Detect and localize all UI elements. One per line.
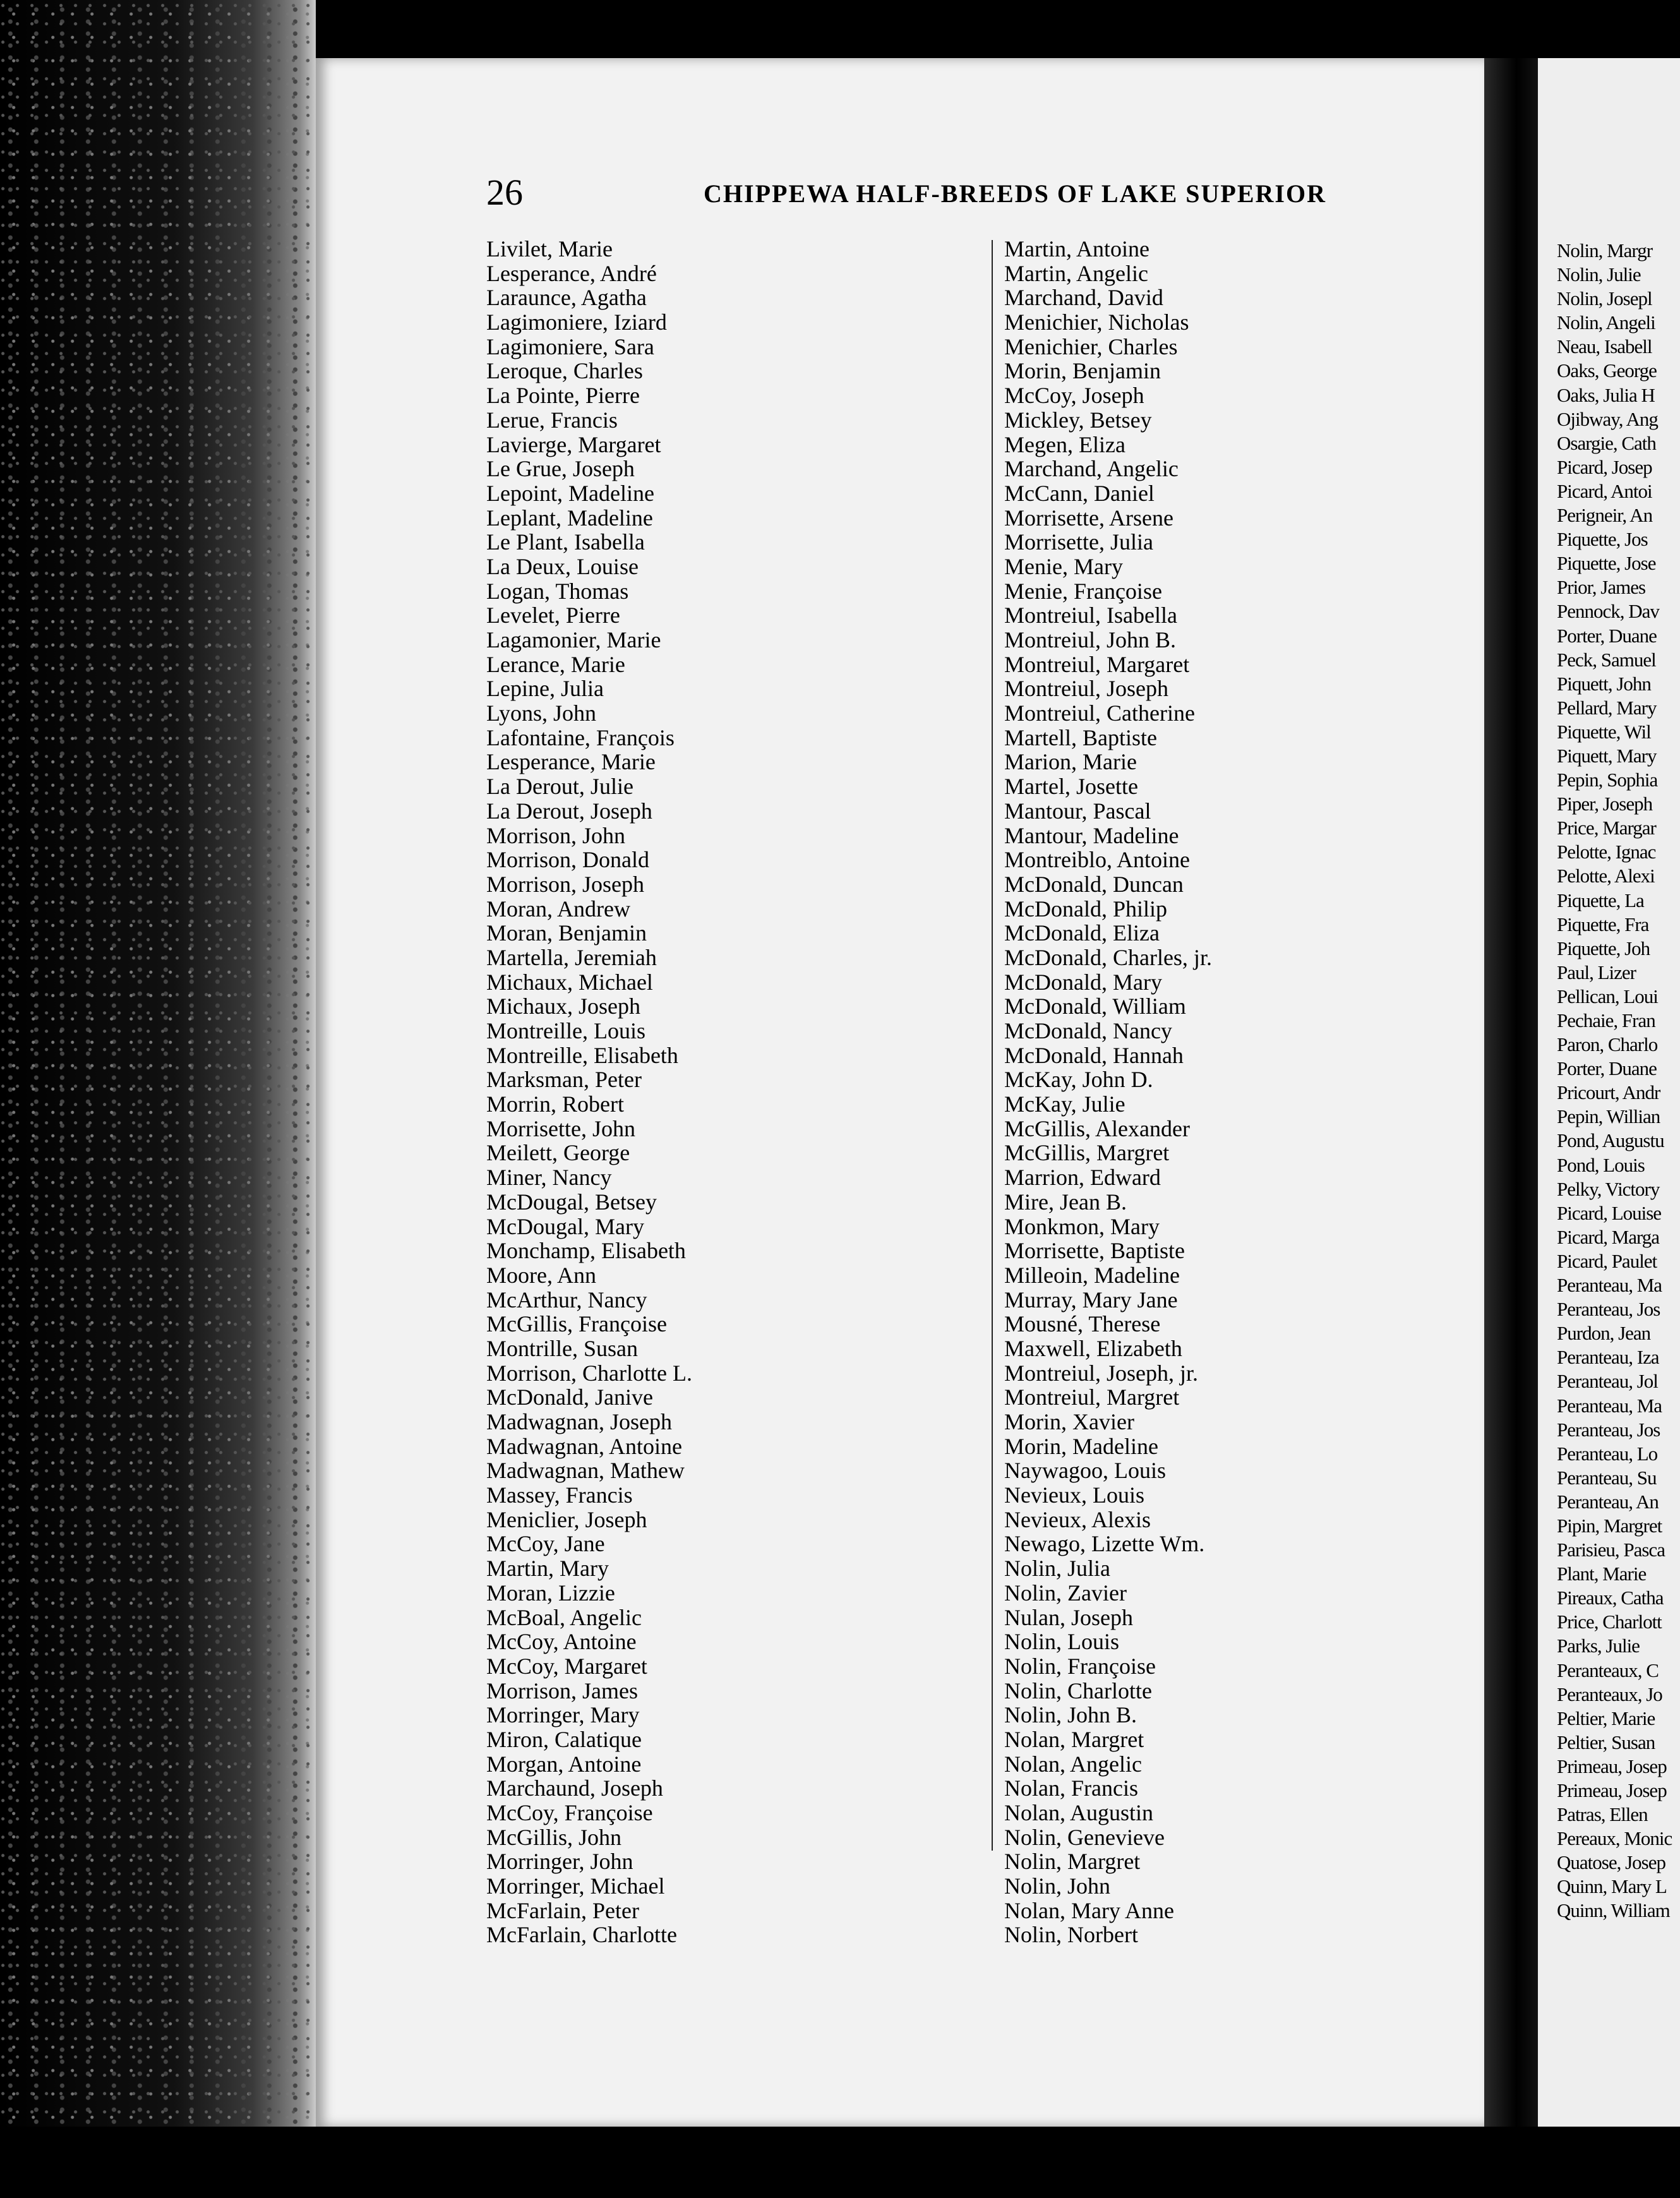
- list-item: Naywagoo, Louis: [1004, 1458, 1166, 1484]
- book-gutter: [1484, 58, 1538, 2127]
- list-item: Monkmon, Mary: [1004, 1213, 1160, 1239]
- list-item: McCoy, Joseph: [1004, 383, 1144, 409]
- list-item: Pelky, Victory: [1557, 1177, 1660, 1200]
- list-item: Lagamonier, Marie: [486, 627, 661, 652]
- list-item: Morrisette, Baptiste: [1004, 1238, 1185, 1264]
- list-item: McCoy, Françoise: [486, 1800, 653, 1825]
- list-item: Menie, Françoise: [1004, 578, 1162, 604]
- list-item: McDonald, Charles, jr.: [1004, 944, 1212, 970]
- list-item: Martella, Jeremiah: [486, 944, 657, 970]
- list-item: Pipin, Margret: [1557, 1514, 1662, 1537]
- list-item: McArthur, Nancy: [486, 1287, 647, 1312]
- list-item: Montreiul, John B.: [1004, 627, 1177, 652]
- list-item: Leplant, Madeline: [486, 505, 653, 531]
- list-item: Laraunce, Agatha: [486, 285, 647, 311]
- list-item: Nolin, Josepl: [1557, 287, 1652, 310]
- list-item: Nolin, Norbert: [1004, 1922, 1138, 1948]
- list-item: Pond, Louis: [1557, 1153, 1645, 1176]
- list-item: Nolin, Julia: [1004, 1556, 1110, 1582]
- list-item: Piquett, Mary: [1557, 744, 1657, 767]
- list-item: Le Grue, Joseph: [486, 456, 635, 482]
- list-item: Lepoint, Madeline: [486, 480, 654, 506]
- list-item: Nolan, Angelic: [1004, 1751, 1142, 1777]
- list-item: Levelet, Pierre: [486, 603, 620, 628]
- list-item: Porter, Duane: [1557, 1057, 1657, 1080]
- list-item: Pechaie, Fran: [1557, 1009, 1655, 1031]
- list-item: Nevieux, Alexis: [1004, 1506, 1151, 1532]
- film-border-top: [316, 0, 1680, 58]
- list-item: Madwagnan, Joseph: [486, 1409, 672, 1434]
- list-item: Pireaux, Catha: [1557, 1587, 1664, 1609]
- list-item: Pennock, Dav: [1557, 600, 1659, 623]
- list-item: Picard, Antoi: [1557, 479, 1652, 502]
- list-item: Ojibway, Ang: [1557, 407, 1658, 430]
- list-item: Morringer, Michael: [486, 1873, 665, 1899]
- list-item: Peltier, Susan: [1557, 1731, 1655, 1753]
- list-item: McDonald, Duncan: [1004, 871, 1184, 897]
- list-item: Michaux, Joseph: [486, 994, 640, 1019]
- list-item: Marion, Marie: [1004, 749, 1137, 775]
- list-item: Montreille, Louis: [486, 1018, 645, 1043]
- list-item: Piquette, Joh: [1557, 937, 1650, 959]
- list-item: Moran, Benjamin: [486, 920, 647, 946]
- list-item: McDonald, Eliza: [1004, 920, 1160, 946]
- list-item: Morrisette, Arsene: [1004, 505, 1173, 531]
- list-item: Mantour, Pascal: [1004, 798, 1151, 824]
- list-item: Morrin, Robert: [486, 1091, 624, 1117]
- name-column-left: [486, 237, 992, 1947]
- list-item: Morrison, Donald: [486, 847, 649, 873]
- list-item: Piquette, Wil: [1557, 720, 1651, 743]
- list-item: Nolin, Angeli: [1557, 311, 1655, 334]
- list-item: Nolin, Louis: [1004, 1629, 1120, 1655]
- list-item: Martin, Antoine: [1004, 236, 1149, 261]
- list-item: Marrion, Edward: [1004, 1165, 1161, 1191]
- list-item: Mantour, Madeline: [1004, 822, 1179, 848]
- list-item: McDonald, Janive: [486, 1384, 653, 1410]
- list-item: McGillis, Margret: [1004, 1140, 1170, 1166]
- list-item: Prior, James: [1557, 576, 1646, 599]
- list-item: Piquette, La: [1557, 889, 1644, 911]
- list-item: Quinn, William: [1557, 1899, 1670, 1922]
- list-item: Montreiul, Joseph, jr.: [1004, 1360, 1198, 1386]
- list-item: Morringer, Mary: [486, 1702, 640, 1728]
- list-item: Montreiul, Margret: [1004, 1384, 1180, 1410]
- list-item: Marchand, Angelic: [1004, 456, 1179, 482]
- list-item: Morin, Xavier: [1004, 1409, 1134, 1434]
- list-item: Morrison, John: [486, 822, 626, 848]
- list-item: Meilett, George: [486, 1140, 630, 1166]
- film-border-bottom: [0, 2127, 1680, 2198]
- list-item: Nolan, Francis: [1004, 1775, 1138, 1801]
- list-item: Montrille, Susan: [486, 1335, 638, 1361]
- list-item: Nolin, Margr: [1557, 239, 1653, 261]
- list-item: Lavierge, Margaret: [486, 431, 661, 457]
- list-item: McFarlain, Peter: [486, 1897, 639, 1923]
- list-item: Peranteaux, Jo: [1557, 1683, 1662, 1705]
- list-item: McGillis, John: [486, 1824, 622, 1850]
- list-item: Nolan, Mary Anne: [1004, 1897, 1174, 1923]
- list-item: Primeau, Josep: [1557, 1779, 1667, 1801]
- list-item: Milleoin, Madeline: [1004, 1262, 1180, 1288]
- list-item: Peck, Samuel: [1557, 648, 1656, 671]
- list-item: Nolin, John: [1004, 1873, 1111, 1899]
- list-item: Lepine, Julia: [486, 676, 604, 702]
- list-item: Miron, Calatique: [486, 1726, 642, 1752]
- list-item: McDonald, Philip: [1004, 896, 1167, 922]
- list-item: Morrison, James: [486, 1678, 638, 1703]
- film-edge: [0, 0, 316, 2198]
- list-item: Montreiul, Catherine: [1004, 700, 1195, 726]
- name-column-right-page: [1557, 239, 1680, 1923]
- list-item: Picard, Paulet: [1557, 1249, 1657, 1272]
- list-item: Nevieux, Louis: [1004, 1482, 1144, 1508]
- list-item: Lagimoniere, Iziard: [486, 309, 667, 335]
- list-item: Madwagnan, Mathew: [486, 1458, 685, 1484]
- list-item: Picard, Louise: [1557, 1201, 1662, 1224]
- list-item: McDougal, Mary: [486, 1213, 644, 1239]
- list-item: Pepin, Sophia: [1557, 769, 1658, 791]
- list-item: Nolin, Margret: [1004, 1849, 1141, 1875]
- list-item: Osargie, Cath: [1557, 431, 1656, 454]
- list-item: Paul, Lizer: [1557, 961, 1636, 983]
- list-item: Newago, Lizette Wm.: [1004, 1531, 1205, 1557]
- list-item: Patras, Ellen: [1557, 1803, 1648, 1826]
- list-item: Peranteaux, C: [1557, 1659, 1659, 1681]
- list-item: Peltier, Marie: [1557, 1707, 1655, 1729]
- list-item: Perigneir, An: [1557, 504, 1653, 527]
- list-item: Menichier, Charles: [1004, 333, 1178, 359]
- list-item: Nulan, Joseph: [1004, 1604, 1133, 1630]
- list-item: McDonald, William: [1004, 994, 1186, 1019]
- list-item: Piper, Joseph: [1557, 793, 1653, 815]
- list-item: McBoal, Angelic: [486, 1604, 642, 1630]
- list-item: Price, Charlott: [1557, 1611, 1662, 1633]
- list-item: Montreille, Elisabeth: [486, 1042, 678, 1068]
- list-item: Moran, Lizzie: [486, 1580, 615, 1606]
- list-item: McGillis, Alexander: [1004, 1115, 1190, 1141]
- list-item: Lyons, John: [486, 700, 597, 726]
- list-item: Marchaund, Joseph: [486, 1775, 663, 1801]
- list-item: Paron, Charlo: [1557, 1033, 1658, 1056]
- running-head: [486, 171, 1326, 215]
- list-item: Mickley, Betsey: [1004, 407, 1152, 433]
- list-item: Oaks, Julia H: [1557, 383, 1655, 406]
- list-item: Michaux, Michael: [486, 969, 653, 995]
- list-item: Parks, Julie: [1557, 1635, 1640, 1657]
- list-item: Pereaux, Monic: [1557, 1827, 1672, 1850]
- list-item: Pelotte, Alexi: [1557, 865, 1655, 887]
- list-item: Moore, Ann: [486, 1262, 596, 1288]
- list-item: Peranteau, An: [1557, 1490, 1659, 1513]
- list-item: Martin, Angelic: [1004, 260, 1148, 286]
- list-item: Pelotte, Ignac: [1557, 841, 1656, 863]
- list-item: Morrisette, John: [486, 1115, 635, 1141]
- list-item: Moran, Andrew: [486, 896, 630, 922]
- list-item: Pellican, Loui: [1557, 985, 1658, 1007]
- list-item: McCann, Daniel: [1004, 480, 1155, 506]
- list-item: Morrisette, Julia: [1004, 529, 1153, 555]
- list-item: La Pointe, Pierre: [486, 383, 640, 409]
- list-item: Marksman, Peter: [486, 1067, 642, 1093]
- list-item: Nolan, Augustin: [1004, 1800, 1154, 1825]
- list-item: Lesperance, Marie: [486, 749, 656, 775]
- list-item: Peranteau, Su: [1557, 1466, 1657, 1489]
- list-item: Mire, Jean B.: [1004, 1189, 1127, 1215]
- list-item: Porter, Duane: [1557, 624, 1657, 647]
- name-column-middle: [1004, 237, 1484, 1947]
- list-item: La Derout, Julie: [486, 774, 633, 800]
- list-item: Le Plant, Isabella: [486, 529, 645, 555]
- list-item: Neau, Isabell: [1557, 335, 1652, 358]
- list-item: Parisieu, Pasca: [1557, 1539, 1665, 1561]
- list-item: Peranteau, Iza: [1557, 1346, 1659, 1369]
- list-item: Menie, Mary: [1004, 553, 1123, 579]
- list-item: Morrison, Charlotte L.: [486, 1360, 692, 1386]
- list-item: La Derout, Joseph: [486, 798, 652, 824]
- list-item: Martin, Mary: [486, 1556, 609, 1582]
- list-item: McCoy, Antoine: [486, 1629, 637, 1655]
- list-item: Morrison, Joseph: [486, 871, 644, 897]
- list-item: Mousné, Therese: [1004, 1311, 1161, 1337]
- list-item: McDonald, Nancy: [1004, 1018, 1172, 1043]
- list-item: McKay, John D.: [1004, 1067, 1153, 1093]
- list-item: La Deux, Louise: [486, 553, 639, 579]
- list-item: McKay, Julie: [1004, 1091, 1125, 1117]
- list-item: McCoy, Jane: [486, 1531, 605, 1557]
- list-item: Picard, Marga: [1557, 1225, 1660, 1248]
- list-item: Monchamp, Elisabeth: [486, 1238, 686, 1264]
- list-item: Megen, Eliza: [1004, 431, 1125, 457]
- list-item: Piquette, Jose: [1557, 552, 1656, 575]
- list-item: Purdon, Jean: [1557, 1322, 1651, 1345]
- list-item: Lerance, Marie: [486, 651, 625, 677]
- list-item: Oaks, George: [1557, 359, 1657, 382]
- list-item: Piquette, Fra: [1557, 913, 1649, 935]
- list-item: Morin, Benjamin: [1004, 358, 1161, 384]
- list-item: Nolin, Françoise: [1004, 1653, 1156, 1679]
- list-item: McCoy, Margaret: [486, 1653, 647, 1679]
- list-item: Nolin, Genevieve: [1004, 1824, 1165, 1850]
- list-item: Lafontaine, François: [486, 724, 675, 750]
- list-item: Nolin, John B.: [1004, 1702, 1137, 1728]
- list-item: Nolin, Zavier: [1004, 1580, 1127, 1606]
- list-item: Pricourt, Andr: [1557, 1081, 1660, 1104]
- list-item: Price, Margar: [1557, 817, 1656, 839]
- list-item: Nolin, Charlotte: [1004, 1678, 1152, 1703]
- list-item: Meniclier, Joseph: [486, 1506, 647, 1532]
- list-item: Peranteau, Ma: [1557, 1274, 1662, 1297]
- list-item: Nolan, Margret: [1004, 1726, 1144, 1752]
- list-item: Marchand, David: [1004, 285, 1163, 311]
- list-item: Peranteau, Jos: [1557, 1418, 1660, 1441]
- list-item: Picard, Josep: [1557, 455, 1652, 478]
- list-item: Nolin, Julie: [1557, 263, 1641, 286]
- list-item: Menichier, Nicholas: [1004, 309, 1189, 335]
- list-item: Pepin, Willian: [1557, 1105, 1660, 1128]
- list-item: Montreiul, Margaret: [1004, 651, 1190, 677]
- list-item: Quatose, Josep: [1557, 1851, 1665, 1874]
- list-item: Plant, Marie: [1557, 1563, 1647, 1585]
- list-item: Pellard, Mary: [1557, 696, 1657, 719]
- list-item: Livilet, Marie: [486, 236, 613, 261]
- list-item: Morin, Madeline: [1004, 1433, 1158, 1459]
- list-item: Primeau, Josep: [1557, 1755, 1667, 1777]
- list-item: Lerue, Francis: [486, 407, 618, 433]
- list-item: Quinn, Mary L: [1557, 1875, 1667, 1898]
- list-item: Martell, Baptiste: [1004, 724, 1157, 750]
- list-item: Morringer, John: [486, 1849, 633, 1875]
- list-item: Peranteau, Lo: [1557, 1442, 1658, 1465]
- list-item: Lesperance, André: [486, 260, 657, 286]
- list-item: Murray, Mary Jane: [1004, 1287, 1178, 1312]
- list-item: Peranteau, Jos: [1557, 1298, 1660, 1321]
- page-number: 26: [486, 172, 523, 213]
- list-item: Miner, Nancy: [486, 1165, 612, 1191]
- list-item: Madwagnan, Antoine: [486, 1433, 682, 1459]
- list-item: McGillis, Françoise: [486, 1311, 667, 1337]
- list-item: Martel, Josette: [1004, 774, 1138, 800]
- list-item: Logan, Thomas: [486, 578, 629, 604]
- column-divider: [992, 240, 993, 1851]
- list-item: Montreiblo, Antoine: [1004, 847, 1190, 873]
- list-item: Pond, Augustu: [1557, 1129, 1664, 1152]
- list-item: McDonald, Hannah: [1004, 1042, 1184, 1068]
- list-item: Peranteau, Jol: [1557, 1370, 1658, 1393]
- list-item: Piquette, Jos: [1557, 528, 1648, 551]
- list-item: McDonald, Mary: [1004, 969, 1162, 995]
- page-title: CHIPPEWA HALF-BREEDS OF LAKE SUPERIOR: [704, 179, 1326, 208]
- list-item: Maxwell, Elizabeth: [1004, 1335, 1182, 1361]
- list-item: McDougal, Betsey: [486, 1189, 657, 1215]
- list-item: Leroque, Charles: [486, 358, 643, 384]
- list-item: Peranteau, Ma: [1557, 1394, 1662, 1417]
- list-item: Massey, Francis: [486, 1482, 633, 1508]
- list-item: Piquett, John: [1557, 672, 1651, 695]
- list-item: Montreiul, Isabella: [1004, 603, 1177, 628]
- list-item: Morgan, Antoine: [486, 1751, 642, 1777]
- list-item: Montreiul, Joseph: [1004, 676, 1168, 702]
- list-item: McFarlain, Charlotte: [486, 1922, 677, 1948]
- list-item: Lagimoniere, Sara: [486, 333, 654, 359]
